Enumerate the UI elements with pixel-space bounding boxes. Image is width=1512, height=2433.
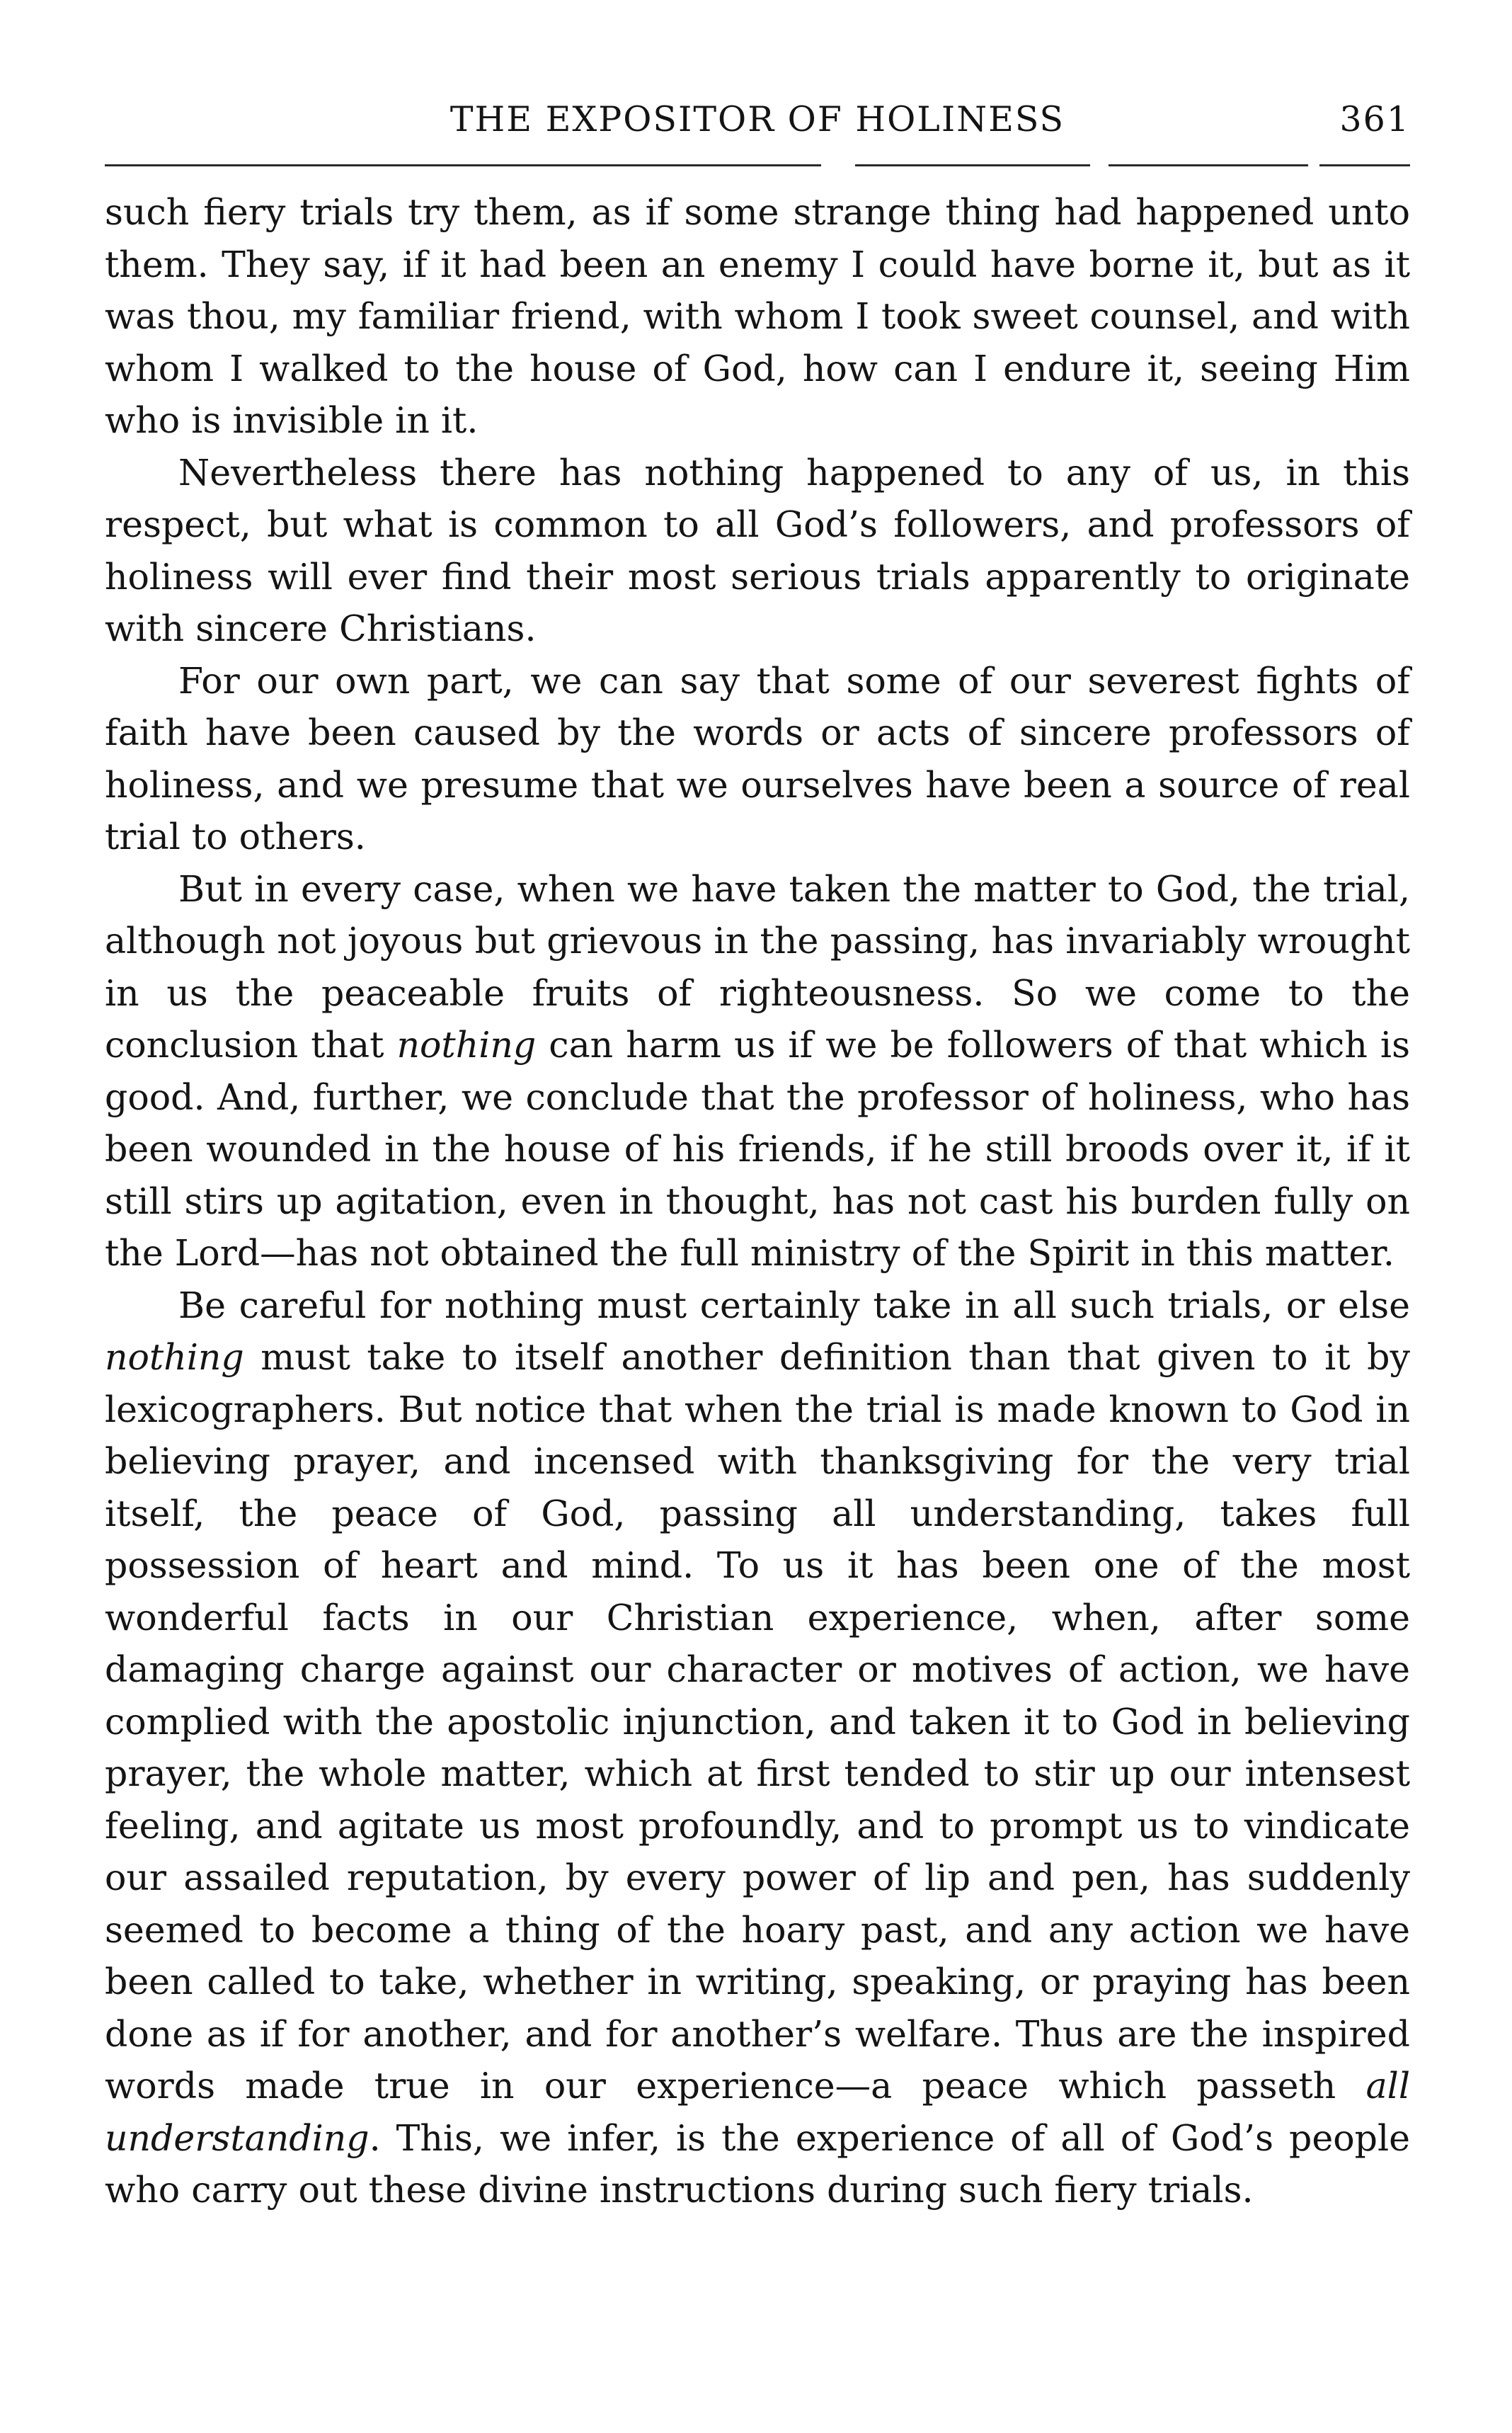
paragraph-4-text-b: can harm us if we be followers of that which is good. And, further, we conclude that the professor of holiness, who has been wounded in the house of his friends, if he still broods over it, if it still stirs up agitation, even in thought, has not cast his burden fully on the Lord—has not obtained the full ministry of the Spirit in this matter. xyxy=(105,1024,1410,1274)
page-number: 361 xyxy=(1339,99,1410,139)
paragraph-2-text: Nevertheless there has nothing happened to any of us, in this respect, but what is common to all God’s followers, and professors of holiness will ever find their most serious trials apparently to originate with sincere Christians. xyxy=(105,451,1410,649)
paragraph-4-emphasis: nothing xyxy=(396,1024,537,1066)
paragraph-5-emphasis-nothing: nothing xyxy=(105,1336,244,1378)
paragraph-5-text-c: . This, we infer, is the experience of all of God’s people who carry out these divine instructions during such fiery trials. xyxy=(105,2116,1410,2211)
paragraph-1-text: such fiery trials try them, as if some strange thing had happened unto them. They say, if it had been an enemy I could have borne it, but as it was thou, my familiar friend, with whom I took sweet counsel, and with whom I walked to the house of God, how can I endure it, seeing Him who is invisible in it. xyxy=(105,191,1410,441)
paragraph-4 xyxy=(105,863,1410,1280)
header-rule xyxy=(105,164,1410,166)
paragraph-5 xyxy=(105,1280,1410,2216)
body-text xyxy=(105,186,1410,2216)
paragraph-5-emphasis-understanding: all understanding xyxy=(105,2065,1410,2159)
running-title: THE EXPOSITOR OF HOLINESS xyxy=(449,99,1065,139)
paragraph-3 xyxy=(105,655,1410,863)
paragraph-1 xyxy=(105,186,1410,447)
paragraph-2 xyxy=(105,447,1410,655)
paragraph-5-text-b: must take to itself another definition than that given to it by lexicographers. But notice that when the trial is made known to God in believing prayer, and incensed with thanksgiving for the very trial itself, the peace of God, passing all understanding, takes full possession of heart and mind. To us it has been one of the most wonderful facts in our Christian experience, when, after some damaging charge against our character or motives of action, we have complied with the apostolic injunction, and taken it to God in believing prayer, the whole matter, which at first tended to stir up our intensest feeling, and agitate us most profoundly, and to prompt us to vindicate our assailed reputation, by every power of lip and pen, has suddenly seemed to become a thing of the hoary past, and any action we have been called to take, whether in writing, speaking, or praying has been done as if for another, and for another’s welfare. Thus are the inspired words made true in our experience—a peace which passeth xyxy=(105,1336,1410,2107)
running-head xyxy=(105,99,1410,156)
paragraph-3-text: For our own part, we can say that some of our severest fights of faith have been caused by the words or acts of sincere professors of holiness, and we presume that we ourselves have been a source of real trial to others. xyxy=(105,659,1410,857)
paragraph-5-text-a: Be careful for nothing must certainly take in all such trials, or else xyxy=(178,1284,1410,1326)
paragraph-4-text-a: But in every case, when we have taken the matter to God, the trial, although not joyous but grievous in the passing, has invariably wrought in us the peaceable fruits of righteousness. So we come to the conclusion that xyxy=(105,867,1410,1066)
